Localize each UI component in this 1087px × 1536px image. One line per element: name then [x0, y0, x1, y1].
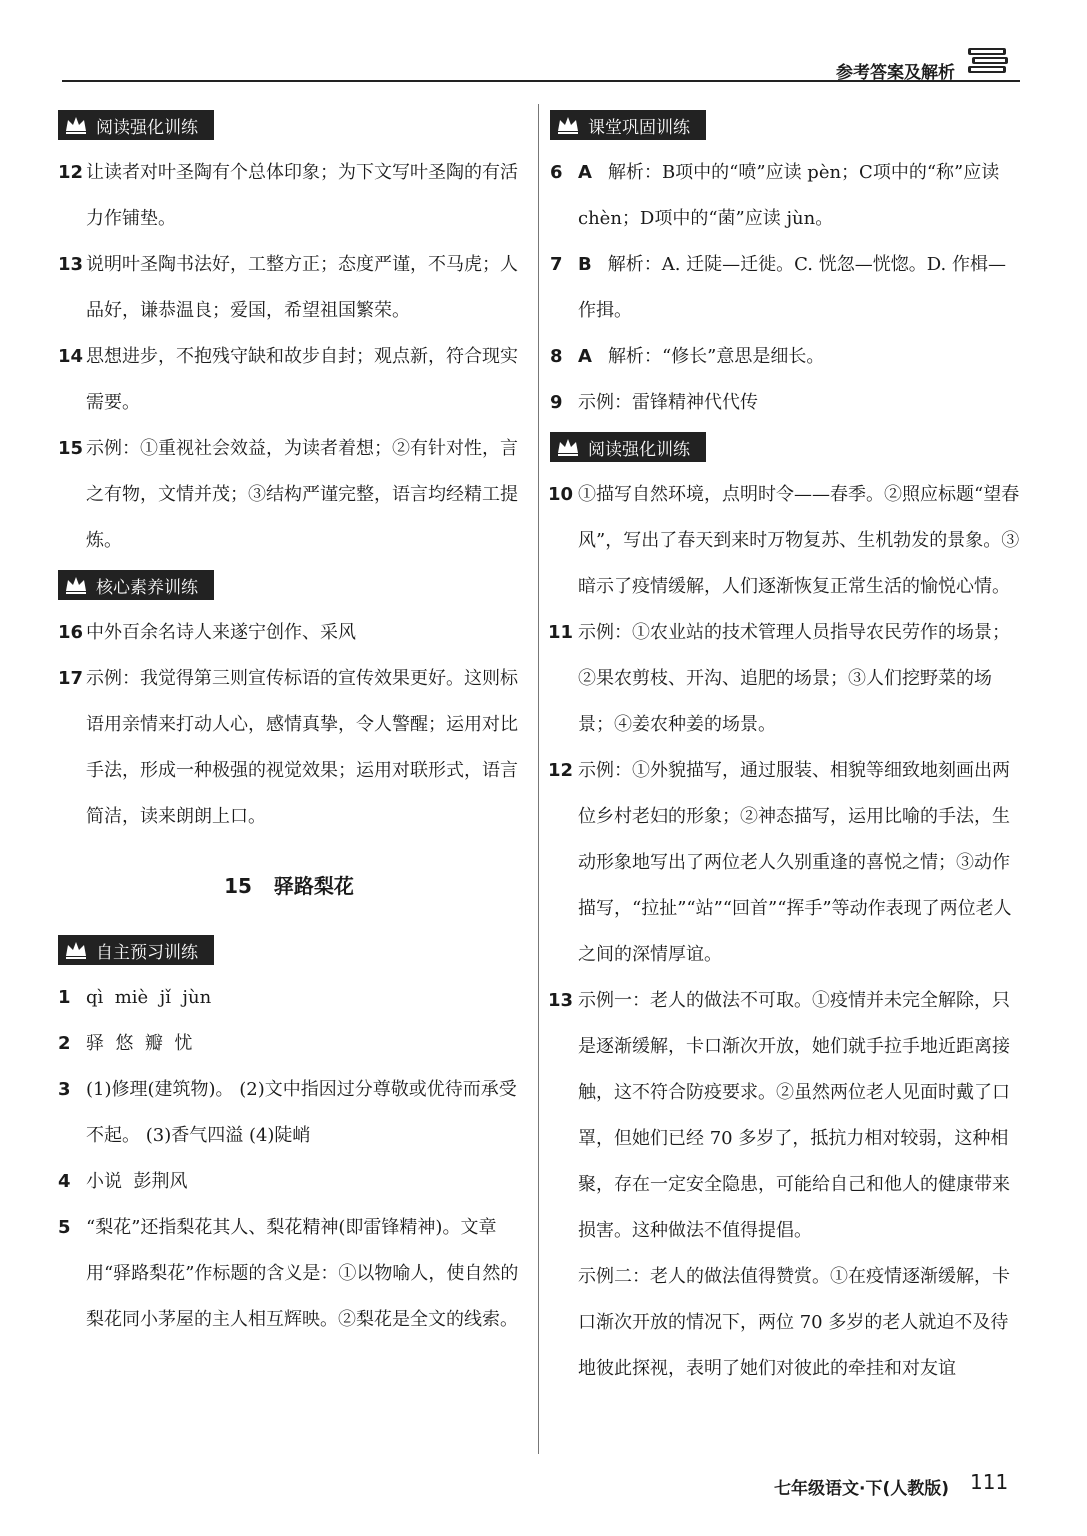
- answer-item: [58, 1021, 520, 1067]
- lesson-number: 15: [224, 874, 252, 898]
- item-number: 12: [548, 760, 574, 781]
- item-text: B项中的“喷”应读 pèn；C项中的“称”应读 chèn；D项中的“菌”应读 jùn。: [578, 162, 1000, 229]
- item-text: 示例：①外貌描写，通过服装、相貌等细致地刻画出两位乡村老妇的形象；②神态描写，运用比喻的手法，生动形象地写出了两位老人久别重逢的喜悦之情；③动作描写，“拉扯”“站”“回首”“挥手”等动作表现了两位老人之间的深情厚谊。: [578, 760, 1012, 965]
- section-banner-preview: [58, 935, 214, 965]
- item-number: 9: [550, 392, 563, 413]
- answer-item: [58, 656, 520, 840]
- item-number: 16: [58, 622, 84, 643]
- crown-icon: [64, 575, 88, 595]
- crown-icon: [556, 437, 580, 457]
- answer-item: [550, 380, 1020, 426]
- page-number: 111: [970, 1470, 1009, 1494]
- item-text: 中外百余名诗人来遂宁创作、采风: [86, 622, 356, 643]
- answer-choice: B: [578, 254, 592, 275]
- banner-label: 核心素养训练: [96, 577, 198, 598]
- item-text: 思想进步，不抱残守缺和故步自封；观点新，符合现实需要。: [86, 346, 518, 413]
- analysis-label: 解析：: [607, 346, 662, 367]
- crown-icon: [64, 940, 88, 960]
- answer-item: [58, 242, 520, 334]
- answer-item: [58, 334, 520, 426]
- section-banner-reading: [550, 432, 706, 462]
- section-banner-core: [58, 570, 214, 600]
- item-text: ①描写自然环境，点明时令——春季。②照应标题“望春风”，写出了春天到来时万物复苏、生机勃发的景象。③暗示了疫情缓解，人们逐渐恢复正常生活的愉悦心情。: [578, 484, 1020, 597]
- item-text: 示例：雷锋精神代代传: [578, 392, 758, 413]
- analysis-label: 解析：: [607, 254, 662, 275]
- item-number: 2: [58, 1033, 71, 1054]
- answer-choice: A: [578, 162, 592, 183]
- item-text: 示例：①农业站的技术管理人员指导农民劳作的场景；②果农剪枝、开沟、追肥的场景；③人们挖野菜的场景；④姜农种姜的场景。: [578, 622, 1010, 735]
- item-text: 驿 悠 瓣 忧: [86, 1033, 193, 1054]
- item-text: A. 迁陡—迁徙。C. 恍忽—恍惚。D. 作楫—作揖。: [578, 254, 1006, 321]
- item-text: 示例一：老人的做法不可取。①疫情并未完全解除，只是逐渐缓解，卡口渐次开放，她们就手拉手地近距离接触，这不符合防疫要求。②虽然两位老人见面时戴了口罩，但她们已经 70 多岁了，抵抗力相对较弱，这种相聚，存在一定安全隐患，可能给自己和他人的健康带来损害。这种做法不值得提倡。: [578, 990, 1010, 1241]
- answer-item: [58, 1067, 520, 1159]
- item-number: 10: [548, 484, 574, 505]
- item-number: 1: [58, 987, 71, 1008]
- item-text: 让读者对叶圣陶有个总体印象；为下文写叶圣陶的有活力作铺垫。: [86, 162, 518, 229]
- books-icon: [966, 44, 1010, 80]
- answer-item: [58, 975, 520, 1021]
- answer-item: [550, 472, 1020, 610]
- section-banner-reading: [58, 110, 214, 140]
- item-number: 8: [550, 346, 563, 367]
- page-header-title: 参考答案及解析: [836, 63, 955, 83]
- section-banner-classroom: [550, 110, 706, 140]
- banner-label: 阅读强化训练: [96, 117, 198, 138]
- banner-label: 自主预习训练: [96, 942, 198, 963]
- crown-icon: [556, 115, 580, 135]
- item-number: 15: [58, 438, 84, 459]
- item-text: “修长”意思是细长。: [661, 346, 825, 367]
- item-number: 6: [550, 162, 563, 183]
- answer-item: [58, 426, 520, 564]
- item-text: 示例：①重视社会效益，为读者着想；②有针对性，言之有物，文情并茂；③结构严谨完整，语言均经精工提炼。: [86, 438, 518, 551]
- answer-continuation: 示例二：老人的做法值得赞赏。①在疫情逐渐缓解，卡口渐次开放的情况下，两位 70 多岁的老人就迫不及待地彼此探视，表明了她们对彼此的牵挂和对友谊: [578, 1266, 1010, 1379]
- item-number: 7: [550, 254, 563, 275]
- item-text: 说明叶圣陶书法好，工整方正；态度严谨，不马虎；人品好，谦恭温良；爱国，希望祖国繁荣。: [86, 254, 518, 321]
- answer-item: [550, 242, 1020, 334]
- item-number: 11: [548, 622, 574, 643]
- answer-item: [58, 150, 520, 242]
- item-text: 小说 彭荆风: [86, 1171, 188, 1192]
- answer-item: [550, 150, 1020, 242]
- item-number: 14: [58, 346, 84, 367]
- analysis-label: 解析：: [607, 162, 662, 183]
- item-number: 17: [58, 668, 84, 689]
- crown-icon: [64, 115, 88, 135]
- item-number: 4: [58, 1171, 71, 1192]
- item-number: 13: [58, 254, 84, 275]
- item-text: (1)修理(建筑物)。 (2)文中指因过分尊敬或优待而承受不起。 (3)香气四溢 (4)陡峭: [86, 1079, 517, 1146]
- lesson-title: [58, 870, 520, 899]
- answer-item: [58, 1159, 520, 1205]
- right-column: [550, 104, 1020, 1392]
- item-number: 12: [58, 162, 84, 183]
- item-text: “梨花”还指梨花其人、梨花精神(即雷锋精神)。文章用“驿路梨花”作标题的含义是：①以物喻人，使自然的梨花同小茅屋的主人相互辉映。②梨花是全文的线索。: [86, 1217, 519, 1330]
- banner-label: 课堂巩固训练: [588, 117, 690, 138]
- item-text: qì miè jǐ jùn: [86, 987, 212, 1008]
- footer-book-title: 七年级语文·下(人教版): [774, 1479, 949, 1499]
- item-number: 3: [58, 1079, 71, 1100]
- item-number: 13: [548, 990, 574, 1011]
- left-column: [58, 104, 520, 1343]
- answer-item: [550, 978, 1020, 1254]
- answer-choice: A: [578, 346, 592, 367]
- answer-item: [550, 334, 1020, 380]
- answer-item: [58, 1205, 520, 1343]
- item-text: 示例：我觉得第三则宣传标语的宣传效果更好。这则标语用亲情来打动人心，感情真挚，令人警醒；运用对比手法，形成一种极强的视觉效果；运用对联形式，语言简洁，读来朗朗上口。: [86, 668, 518, 827]
- item-number: 5: [58, 1217, 71, 1238]
- answer-item: [550, 610, 1020, 748]
- lesson-name: 驿路梨花: [273, 874, 354, 898]
- column-divider: [538, 104, 539, 1454]
- banner-label: 阅读强化训练: [588, 439, 690, 460]
- answer-item: [550, 748, 1020, 978]
- answer-item: [58, 610, 520, 656]
